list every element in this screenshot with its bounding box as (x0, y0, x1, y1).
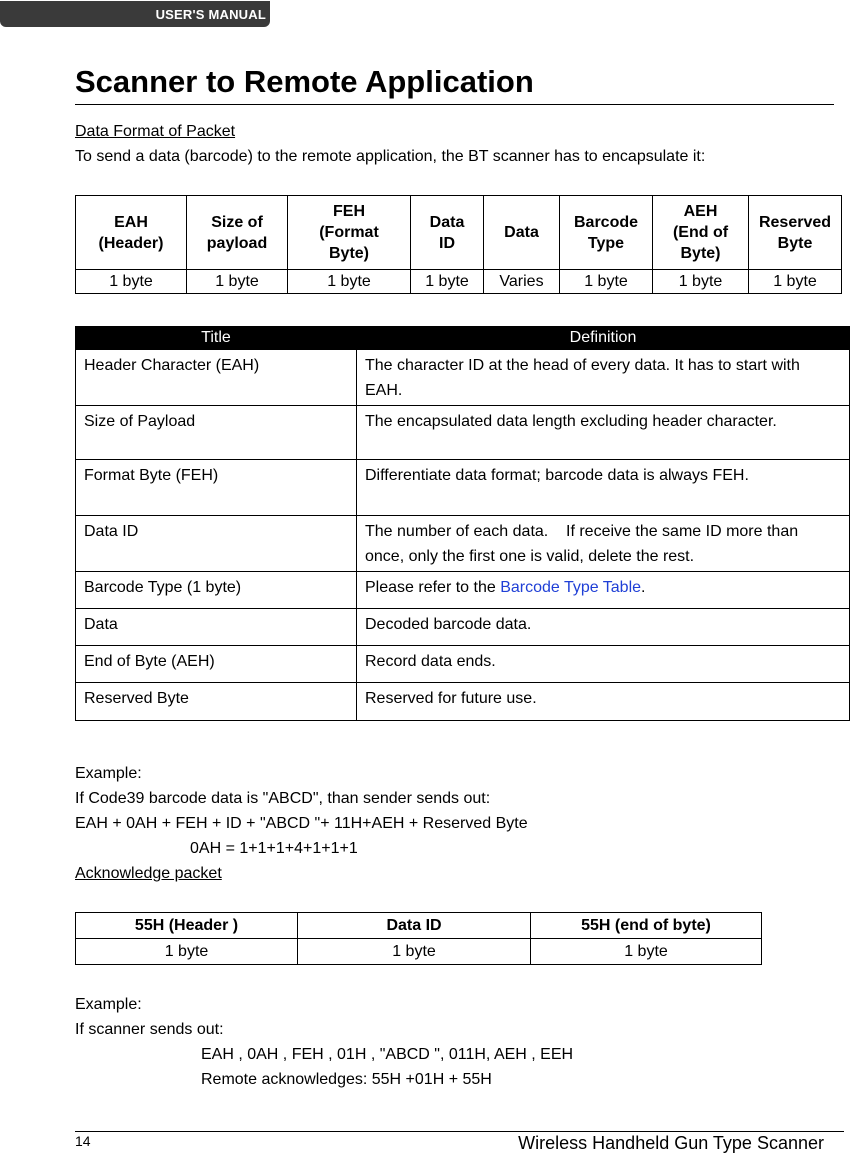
packet-format-size-row (76, 270, 842, 294)
definition-title-cell: Data (76, 609, 357, 646)
example-line: If scanner sends out: (75, 1021, 224, 1038)
definition-text-cell: The encapsulated data length excluding header character. (357, 406, 850, 460)
example-label: Example: (75, 765, 142, 782)
format-header-cell: Reserved Byte (749, 196, 842, 270)
ack-size-cell: 1 byte (531, 939, 762, 965)
table-row (76, 609, 850, 646)
definition-title-cell: Header Character (EAH) (76, 350, 357, 406)
format-size-cell: 1 byte (76, 270, 187, 294)
format-header-cell: AEH (End of Byte) (653, 196, 749, 270)
definition-text-cell: The number of each data. If receive the same ID more than once, only the first one is valid, delete the rest. (357, 516, 850, 572)
table-row (76, 516, 850, 572)
example-line: Remote acknowledges: 55H +01H + 55H (201, 1071, 492, 1088)
example-line: If Code39 barcode data is "ABCD", than sender sends out: (75, 790, 491, 807)
page-title: Scanner to Remote Application (75, 64, 534, 99)
definition-table (75, 326, 850, 721)
definition-text-cell: Record data ends. (357, 646, 850, 683)
packet-format-header-row (76, 196, 842, 270)
definition-header-row (76, 327, 850, 350)
example-line: EAH + 0AH + FEH + ID + "ABCD "+ 11H+AEH + Reserved Byte (75, 815, 528, 832)
ack-size-cell: 1 byte (76, 939, 298, 965)
table-row (76, 460, 850, 516)
acknowledge-table (75, 912, 762, 965)
format-size-cell: 1 byte (653, 270, 749, 294)
ack-size-cell: 1 byte (298, 939, 531, 965)
ack-header-cell: 55H (Header ) (76, 913, 298, 939)
definition-title-cell: Format Byte (FEH) (76, 460, 357, 516)
definition-text-prefix: Please refer to the (365, 579, 501, 596)
table-row (76, 646, 850, 683)
example-line: EAH , 0AH , FEH , 01H , "ABCD ", 011H, AEH , EEH (201, 1046, 574, 1063)
definition-text-cell (357, 572, 850, 609)
example-label: Example: (75, 996, 142, 1013)
format-header-cell: Size of payload (187, 196, 288, 270)
definition-col-definition: Definition (357, 327, 850, 350)
format-header-cell: EAH (Header) (76, 196, 187, 270)
format-size-cell: 1 byte (411, 270, 484, 294)
definition-text-cell: Differentiate data format; barcode data is always FEH. (357, 460, 850, 516)
definition-title-cell: Data ID (76, 516, 357, 572)
data-format-intro: To send a data (barcode) to the remote application, the BT scanner has to encapsulate it: (75, 148, 706, 165)
manual-header-label: USER'S MANUAL (155, 6, 266, 22)
table-row (76, 350, 850, 406)
format-header-cell: Data ID (411, 196, 484, 270)
table-row (76, 406, 850, 460)
table-row (76, 572, 850, 609)
definition-title-cell: Barcode Type (1 byte) (76, 572, 357, 609)
format-size-cell: 1 byte (187, 270, 288, 294)
barcode-type-table-link[interactable]: Barcode Type Table (500, 579, 642, 596)
definition-title-cell: End of Byte (AEH) (76, 646, 357, 683)
format-header-cell: FEH (Format Byte) (288, 196, 411, 270)
definition-title-cell: Reserved Byte (76, 683, 357, 721)
manual-header-tab (0, 1, 270, 27)
definition-title-cell: Size of Payload (76, 406, 357, 460)
format-size-cell: Varies (484, 270, 560, 294)
example-line: 0AH = 1+1+1+4+1+1+1 (190, 840, 358, 857)
page-number: 14 (75, 1133, 91, 1149)
format-size-cell: 1 byte (560, 270, 653, 294)
packet-format-table (75, 195, 842, 294)
data-format-heading: Data Format of Packet (75, 123, 236, 140)
table-row (76, 683, 850, 721)
format-size-cell: 1 byte (749, 270, 842, 294)
acknowledge-heading: Acknowledge packet (75, 865, 222, 882)
definition-text-cell: The character ID at the head of every data. It has to start with EAH. (357, 350, 850, 406)
ack-header-cell: Data ID (298, 913, 531, 939)
acknowledge-header-row (76, 913, 762, 939)
ack-header-cell: 55H (end of byte) (531, 913, 762, 939)
footer-document-title: Wireless Handheld Gun Type Scanner (518, 1133, 824, 1153)
definition-col-title: Title (76, 327, 357, 350)
format-header-cell: Barcode Type (560, 196, 653, 270)
definition-text-cell: Decoded barcode data. (357, 609, 850, 646)
format-header-cell: Data (484, 196, 560, 270)
acknowledge-size-row (76, 939, 762, 965)
definition-text-cell: Reserved for future use. (357, 683, 850, 721)
title-divider (75, 104, 834, 105)
definition-text-suffix: . (641, 579, 646, 596)
format-size-cell: 1 byte (288, 270, 411, 294)
